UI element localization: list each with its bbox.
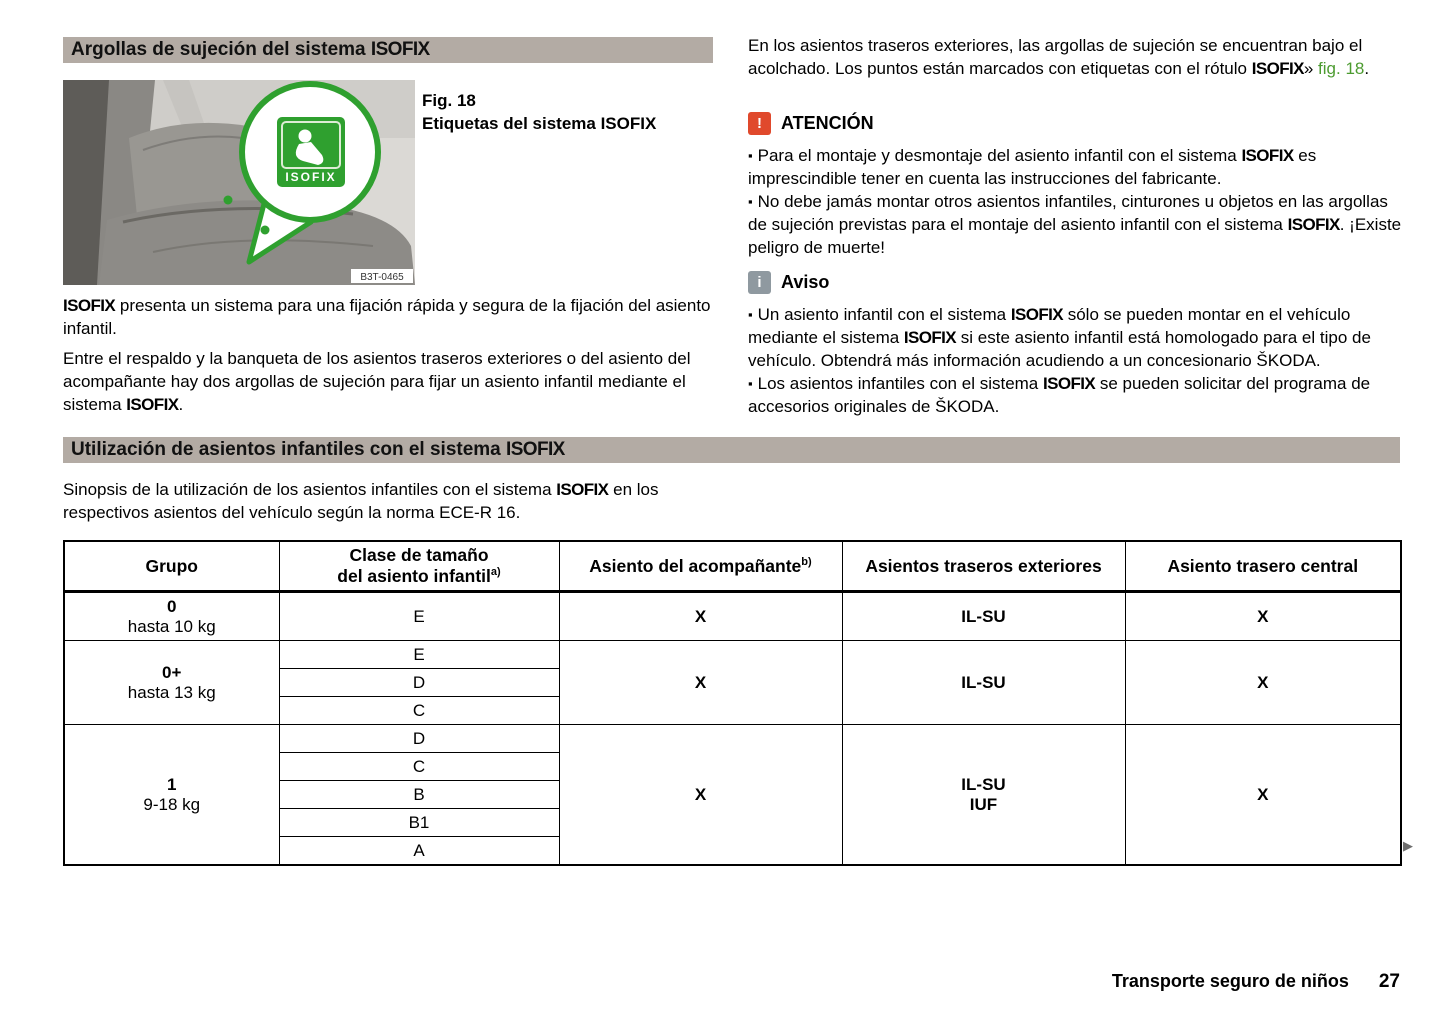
- cell-clase: B1: [279, 809, 559, 837]
- isofix-wordmark: ISOFIX: [370, 39, 430, 60]
- table-row-grupo-0plus: [64, 641, 1401, 669]
- isofix-wordmark: ISOFIX: [556, 480, 609, 499]
- fig-caption-text: Etiquetas del sistema ISOFIX: [422, 114, 657, 133]
- bullet-icon: ▪: [748, 376, 753, 391]
- cell-central: X: [1125, 592, 1401, 641]
- isofix-label-text: ISOFIX: [285, 170, 337, 184]
- cell-clase: B: [279, 781, 559, 809]
- cell-clase: C: [279, 697, 559, 725]
- attention-header: [748, 112, 1403, 135]
- isofix-label-sticker: [277, 117, 345, 187]
- isofix-wordmark: ISOFIX: [63, 296, 116, 315]
- isofix-usage-table-wrap: [63, 540, 1402, 866]
- paragraph-sinopsis: Sinopsis de la utilización de los asientos infantiles con el sistema ISOFIX en los respectivos asientos del vehículo según la norma ECE-R 16.: [63, 480, 659, 522]
- isofix-wordmark: ISOFIX: [1287, 215, 1340, 234]
- table-row-grupo-0: [64, 592, 1401, 641]
- cell-acompanante: X: [559, 641, 842, 725]
- isofix-wordmark: ISOFIX: [506, 439, 565, 460]
- cell-acompanante: X: [559, 725, 842, 866]
- col-header-clase: Clase de tamaño del asiento infantil$^{a)}$: [279, 541, 559, 592]
- bullet-icon: ▪: [748, 307, 753, 322]
- warning-icon: !: [748, 112, 771, 135]
- section-heading-argollas: [63, 37, 713, 63]
- cell-grupo: 0+ hasta 13 kg: [64, 641, 279, 725]
- col-header-central: Asiento trasero central: [1125, 541, 1401, 592]
- cell-clase: A: [279, 837, 559, 866]
- col-header-grupo: Grupo: [64, 541, 279, 592]
- aviso-bullet: ▪ Un asiento infantil con el sistema ISOFIX sólo se pueden montar en el vehículo mediante el sistema ISOFIX si este asiento infantil está homologado para el tipo de vehículo. Obtendrá más información acudiendo a un concesionario ŠKODA.: [748, 305, 1371, 370]
- cell-traseros: IL-SU: [842, 641, 1125, 725]
- cell-grupo: 0 hasta 10 kg: [64, 592, 279, 641]
- fig-18-link[interactable]: fig. 18: [1318, 59, 1365, 78]
- isofix-wordmark: ISOFIX: [126, 395, 179, 414]
- attention-title: ATENCIÓN: [781, 113, 874, 133]
- isofix-anchor-dot: [261, 226, 270, 235]
- cell-clase: E: [279, 592, 559, 641]
- attention-bullet: ▪ Para el montaje y desmontaje del asiento infantil con el sistema ISOFIX es imprescindible tener en cuenta las instrucciones del fabricante.: [748, 146, 1317, 188]
- bullet-icon: ▪: [748, 194, 753, 209]
- attention-content: [748, 144, 1403, 259]
- info-icon: i: [748, 271, 771, 294]
- col-header-traseros: Asientos traseros exteriores: [842, 541, 1125, 592]
- isofix-wordmark: ISOFIX: [1251, 59, 1304, 78]
- cell-traseros: IL-SU: [842, 592, 1125, 641]
- footer-section-title: Transporte seguro de niños: [1111, 971, 1349, 991]
- aviso-header: [748, 271, 1403, 294]
- table-continues-icon: ▶: [1403, 838, 1413, 853]
- heading-text: Argollas de sujeción del sistema: [71, 39, 371, 60]
- isofix-wordmark: ISOFIX: [1042, 374, 1096, 393]
- cell-clase: E: [279, 641, 559, 669]
- fig-label: Fig. 18: [422, 91, 476, 110]
- table-header-row: [64, 541, 1401, 592]
- attention-bullet: ▪ No debe jamás montar otros asientos infantiles, cinturones u objetos en las argollas de sujeción previstas para el montaje del asiento infantil con el sistema ISOFIX. ¡Existe peligro de muerte!: [748, 192, 1402, 257]
- cell-clase: D: [279, 669, 559, 697]
- attention-box: [748, 112, 1403, 259]
- aviso-box: [748, 271, 1403, 418]
- section-heading-utilizacion: [63, 437, 1400, 463]
- aviso-content: [748, 303, 1403, 418]
- cell-clase: C: [279, 753, 559, 781]
- footer-page-number: 27: [1378, 971, 1400, 992]
- isofix-usage-table: [63, 540, 1402, 866]
- isofix-anchor-dot: [224, 196, 233, 205]
- table-row-grupo-1: [64, 725, 1401, 753]
- cell-acompanante: X: [559, 592, 842, 641]
- paragraph-argollas-location: Entre el respaldo y la banqueta de los asientos traseros exteriores o del asiento del acompañante hay dos argollas de sujeción para fijar un asiento infantil mediante el sistema ISOFIX.: [63, 349, 691, 414]
- isofix-wordmark: ISOFIX: [1241, 146, 1294, 165]
- page-footer: [900, 971, 1400, 993]
- col-header-acompanante: Asiento del acompañante$^{b)}$: [559, 541, 842, 592]
- isofix-wordmark: ISOFIX: [1010, 305, 1063, 324]
- cell-traseros: IL-SU IUF: [842, 725, 1125, 866]
- aviso-bullet: ▪ Los asientos infantiles con el sistema ISOFIX se pueden solicitar del programa de accesorios originales de ŠKODA.: [748, 374, 1371, 416]
- cell-central: X: [1125, 641, 1401, 725]
- paragraph-isofix-intro: ISOFIX presenta un sistema para una fijación rápida y segura de la fijación del asiento infantil.: [63, 296, 711, 338]
- bullet-icon: ▪: [748, 148, 753, 163]
- paragraph-rear-seats: En los asientos traseros exteriores, las argollas de sujeción se encuentran bajo el acolchado. Los puntos están marcados con etiquetas con el rótulo ISOFIX» fig. 18.: [748, 36, 1370, 78]
- isofix-wordmark: ISOFIX: [903, 328, 957, 347]
- image-code: B3T-0465: [360, 272, 404, 283]
- heading-text: Utilización de asientos infantiles con el sistema: [71, 439, 507, 460]
- cell-grupo: 1 9-18 kg: [64, 725, 279, 866]
- cell-central: X: [1125, 725, 1401, 866]
- seat-illustration: [63, 80, 415, 285]
- cell-clase: D: [279, 725, 559, 753]
- aviso-title: Aviso: [781, 272, 830, 292]
- fig-18-image: [63, 80, 415, 285]
- fig-caption: [422, 89, 656, 135]
